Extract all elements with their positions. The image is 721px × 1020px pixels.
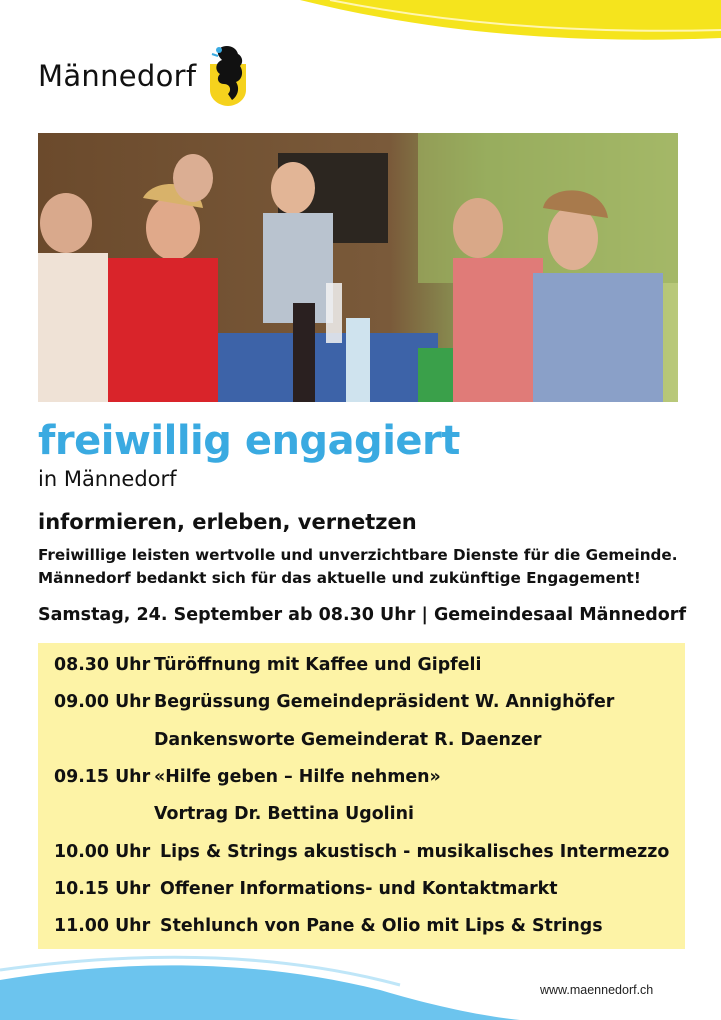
program-row bbox=[54, 767, 441, 787]
maennedorf-logo bbox=[38, 44, 250, 108]
program-text: Offener Informations- und Kontaktmarkt bbox=[154, 879, 558, 899]
subheadline: in Männedorf bbox=[38, 467, 177, 491]
logo-text: Männedorf bbox=[38, 59, 197, 93]
program-row bbox=[54, 692, 614, 712]
intro-line: Männedorf bedankt sich für das aktuelle und zukünftige Engagement! bbox=[38, 569, 641, 587]
tagline: informieren, erleben, vernetzen bbox=[38, 510, 417, 534]
program-time: 09.15 Uhr bbox=[54, 767, 151, 787]
intro-line: Freiwillige leisten wertvolle und unverzichtbare Dienste für die Gemeinde. bbox=[38, 546, 678, 564]
website-link[interactable]: www.maennedorf.ch bbox=[540, 983, 654, 997]
program-time: 09.00 Uhr bbox=[54, 692, 151, 712]
event-date-location: Samstag, 24. September ab 08.30 Uhr | Gemeindesaal Männedorf bbox=[38, 605, 687, 625]
program-text: Stehlunch von Pane & Olio mit Lips & Strings bbox=[154, 916, 603, 936]
group-photo bbox=[38, 133, 678, 402]
program-box bbox=[38, 643, 685, 949]
lion-crest-icon bbox=[206, 44, 250, 108]
program-text: «Hilfe geben – Hilfe nehmen» bbox=[154, 767, 441, 787]
program-text: Begrüssung Gemeindepräsident W. Annighöfer bbox=[154, 692, 615, 712]
program-row bbox=[54, 842, 669, 862]
program-text: Vortrag Dr. Bettina Ugolini bbox=[154, 804, 414, 824]
program-time: 10.00 Uhr bbox=[54, 842, 151, 862]
program-row bbox=[54, 879, 558, 899]
program-time: 08.30 Uhr bbox=[54, 655, 151, 675]
program-text: Türöffnung mit Kaffee und Gipfeli bbox=[154, 655, 482, 675]
program-row bbox=[54, 916, 603, 936]
program-text: Dankensworte Gemeinderat R. Daenzer bbox=[154, 730, 542, 750]
program-time: 11.00 Uhr bbox=[54, 916, 151, 936]
intro-text bbox=[38, 544, 698, 590]
program-row bbox=[54, 804, 414, 824]
program-text: Lips & Strings akustisch - musikalisches Intermezzo bbox=[154, 842, 670, 862]
program-row bbox=[54, 655, 481, 675]
program-time: 10.15 Uhr bbox=[54, 879, 151, 899]
program-row bbox=[54, 730, 541, 750]
headline: freiwillig engagiert bbox=[38, 418, 460, 464]
